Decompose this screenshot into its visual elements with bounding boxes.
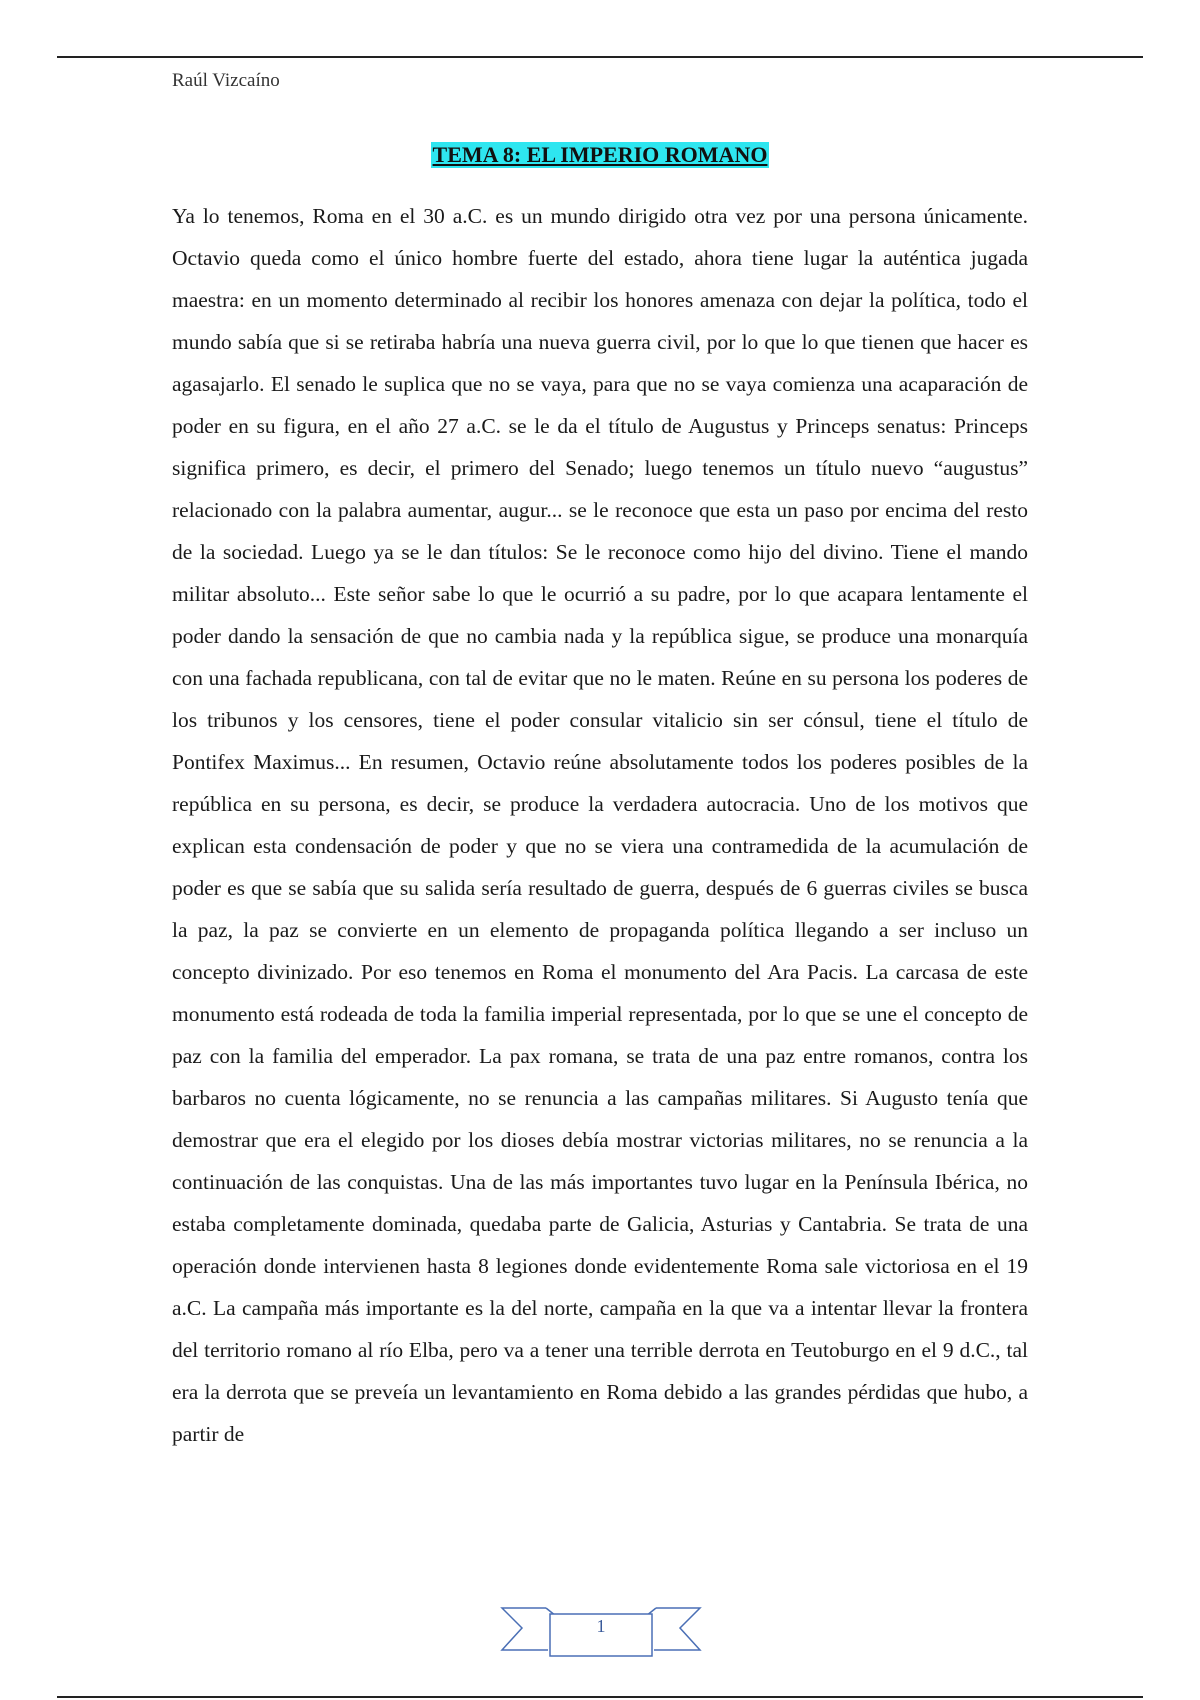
title-container <box>0 142 1200 168</box>
author-name: Raúl Vizcaíno <box>172 70 280 91</box>
page-number: 1 <box>596 1616 606 1636</box>
header-rule <box>57 56 1143 58</box>
document-title: TEMA 8: EL IMPERIO ROMANO <box>432 142 768 167</box>
page-number-ribbon <box>498 1598 704 1662</box>
footer-rule <box>57 1696 1143 1698</box>
body-paragraph: Ya lo tenemos, Roma en el 30 a.C. es un mundo dirigido otra vez por una persona únicamente. Octavio queda como el único hombre fuerte del estado, ahora tiene lugar la auténtica jugada maestra: en un momento determinado al recibir los honores amenaza con dejar la política, todo el mundo sabía que si se retiraba habría una nueva guerra civil, por lo que lo que tienen que hacer es agasajarlo. El senado le suplica que no se vaya, para que no se vaya comienza una acaparación de poder en su figura, en el año 27 a.C. se le da el título de Augustus y Princeps senatus: Princeps significa primero, es decir, el primero del Senado; luego tenemos un título nuevo “augustus” relacionado con la palabra aumentar, augur... se le reconoce que esta un paso por encima del resto de la sociedad. Luego ya se le dan títulos: Se le reconoce como hijo del divino. Tiene el mando militar absoluto... Este señor sabe lo que le ocurrió a su padre, por lo que acapara lentamente el poder dando la sensación de que no cambia nada y la república sigue, se produce una monarquía con una fachada republicana, con tal de evitar que no le maten. Reúne en su persona los poderes de los tribunos y los censores, tiene el poder consular vitalicio sin ser cónsul, tiene el título de Pontifex Maximus... En resumen, Octavio reúne absolutamente todos los poderes posibles de la república en su persona, es decir, se produce la verdadera autocracia. Uno de los motivos que explican esta condensación de poder y que no se viera una contramedida de la acumulación de poder es que se sabía que su salida sería resultado de guerra, después de 6 guerras civiles se busca la paz, la paz se convierte en un elemento de propaganda política llegando a ser incluso un concepto divinizado. Por eso tenemos en Roma el monumento del Ara Pacis. La carcasa de este monumento está rodeada de toda la familia imperial representada, por lo que se une el concepto de paz con la familia del emperador. La pax romana, se trata de una paz entre romanos, contra los barbaros no cuenta lógicamente, no se renuncia a las campañas militares. Si Augusto tenía que demostrar que era el elegido por los dioses debía mostrar victorias militares, no se renuncia a la continuación de las conquistas. Una de las más importantes tuvo lugar en la Península Ibérica, no estaba completamente dominada, quedaba parte de Galicia, Asturias y Cantabria. Se trata de una operación donde intervienen hasta 8 legiones donde evidentemente Roma sale victoriosa en el 19 a.C. La campaña más importante es la del norte, campaña en la que va a intentar llevar la frontera del territorio romano al río Elba, pero va a tener una terrible derrota en Teutoburgo en el 9 d.C., tal era la derrota que se preveía un levantamiento en Roma debido a las grandes pérdidas que hubo, a partir de <box>172 204 1028 1446</box>
